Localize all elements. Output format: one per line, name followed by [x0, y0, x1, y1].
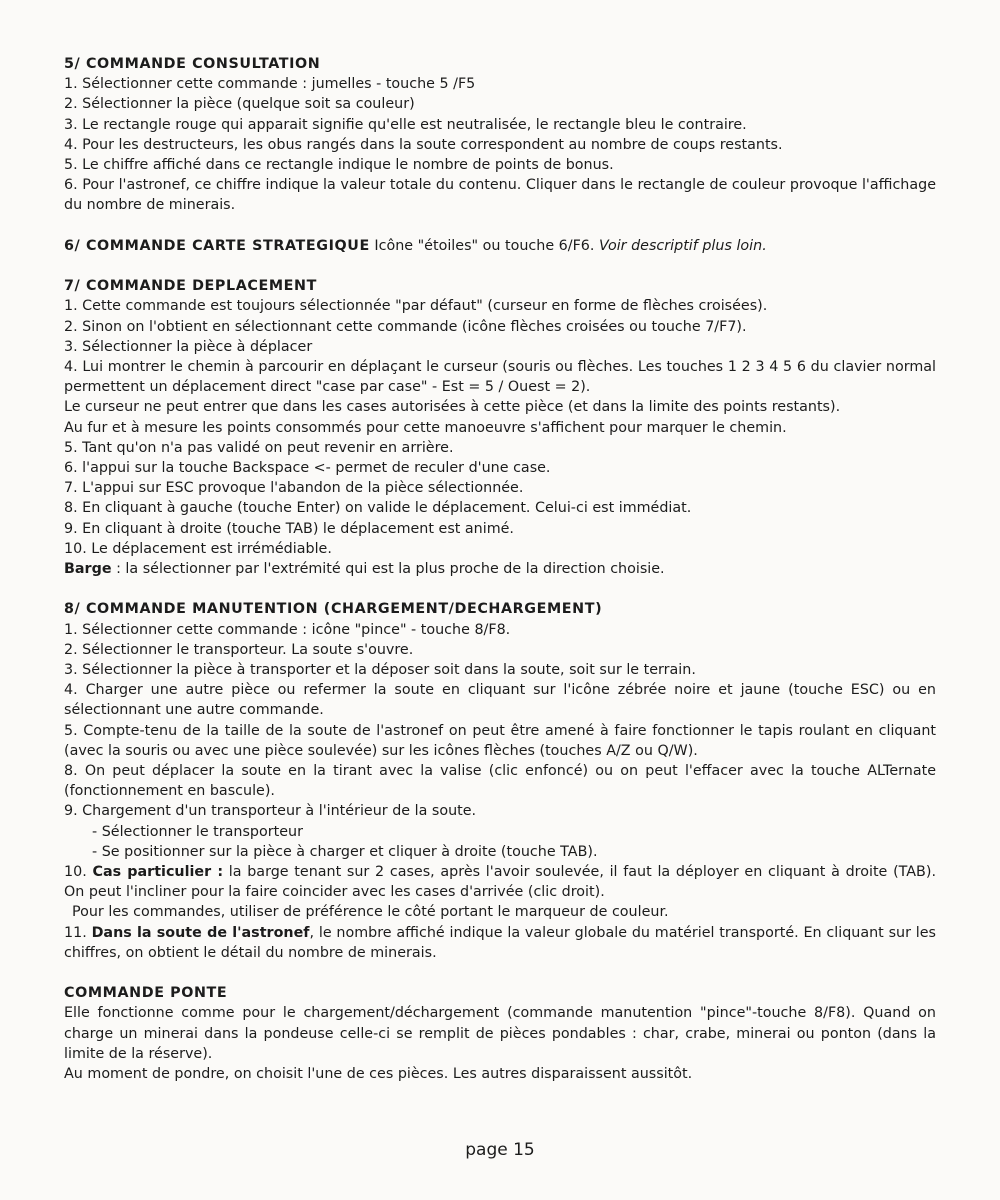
list-item: 7. L'appui sur ESC provoque l'abandon de la pièce sélectionnée. — [64, 480, 524, 497]
list-item: 6. Pour l'astronef, ce chiffre indique la valeur totale du contenu. Cliquer dans le rectangle de couleur provoque l'affichage du nombre de minerais. — [64, 177, 936, 214]
item-number: 11. — [64, 924, 87, 941]
list-item: 4. Pour les destructeurs, les obus rangés dans la soute correspondent au nombre de coups restants. — [64, 136, 783, 153]
list-item: 2. Sinon on l'obtient en sélectionnant cette commande (icône flèches croisées ou touche 7/F7). — [64, 318, 747, 335]
note-line: Pour les commandes, utiliser de préférence le côté portant le marqueur de couleur. — [72, 904, 669, 921]
list-item: 3. Sélectionner la pièce à transporter et la déposer soit dans la soute, soit sur le terrain. — [64, 662, 696, 679]
list-item: 1. Sélectionner cette commande : jumelles - touche 5 /F5 — [64, 76, 476, 93]
section-title: 6/ COMMANDE CARTE STRATEGIQUE — [64, 237, 370, 254]
cas-particulier-label: Cas particulier : — [92, 864, 224, 881]
list-item-soute — [64, 923, 936, 963]
manual-page — [64, 54, 936, 1084]
item-text: , le nombre affiché indique la valeur globale du matériel transporté. En cliquant sur les chiffres, on obtient le détail du nombre de minerais. — [64, 924, 937, 961]
section-title: 7/ COMMANDE DEPLACEMENT — [64, 278, 317, 295]
sub-list-item: - Sélectionner le transporteur — [92, 823, 303, 840]
see-below-note: Voir descriptif plus loin. — [599, 237, 767, 254]
list-item: 6. l'appui sur la touche Backspace <- permet de reculer d'une case. — [64, 460, 551, 477]
list-item: 3. Sélectionner la pièce à déplacer — [64, 338, 313, 355]
list-item-cas-particulier — [64, 862, 936, 902]
list-item: 9. En cliquant à droite (touche TAB) le déplacement est animé. — [64, 520, 514, 537]
list-item: 10. Le déplacement est irrémédiable. — [64, 540, 332, 557]
list-item: Au fur et à mesure les points consommés pour cette manoeuvre s'affichent pour marquer le chemin. — [64, 419, 787, 436]
paragraph: Elle fonctionne comme pour le chargement/déchargement (commande manutention "pince"-touche 8/F8). Quand on charge un minerai dans la pondeuse celle-ci se remplit de pièces pondables : char, crabe, minerai ou ponton (dans la limite de la réserve). — [64, 1005, 936, 1062]
item-text: la barge tenant sur 2 cases, après l'avoir soulevée, il faut la déployer en cliquant à droite (TAB). On peut l'incliner pour la faire coincider avec les cases d'arrivée (clic droit). — [64, 864, 936, 901]
section-title: COMMANDE PONTE — [64, 985, 228, 1002]
section-carte-strategique — [64, 236, 936, 256]
barge-label: Barge — [64, 561, 112, 578]
list-item: 2. Sélectionner le transporteur. La soute s'ouvre. — [64, 641, 414, 658]
page-number: page 15 — [465, 1140, 535, 1160]
soute-label: Dans la soute de l'astronef — [91, 924, 310, 941]
list-item: 8. On peut déplacer la soute en la tirant avec la valise (clic enfoncé) ou on peut l'effacer avec la touche ALTernate (fonctionnement en bascule). — [64, 763, 936, 800]
section-consultation — [64, 54, 936, 216]
barge-text: : la sélectionner par l'extrémité qui est la plus proche de la direction choisie. — [111, 561, 665, 578]
section-ponte — [64, 983, 936, 1084]
list-item: Le curseur ne peut entrer que dans les cases autorisées à cette pièce (et dans la limite des points restants). — [64, 399, 841, 416]
sub-list-item: - Se positionner sur la pièce à charger et cliquer à droite (touche TAB). — [92, 843, 598, 860]
barge-note — [64, 559, 936, 579]
list-item: 4. Lui montrer le chemin à parcourir en déplaçant le curseur (souris ou flèches. Les touches 1 2 3 4 5 6 du clavier normal permettent un déplacement direct "case par case" - Est = 5 / Ouest = 2). — [64, 359, 936, 396]
list-item: 5. Le chiffre affiché dans ce rectangle indique le nombre de points de bonus. — [64, 157, 614, 174]
list-item: 8. En cliquant à gauche (touche Enter) on valide le déplacement. Celui-ci est immédiat. — [64, 500, 692, 517]
section-title: 8/ COMMANDE MANUTENTION (CHARGEMENT/DECHARGEMENT) — [64, 601, 603, 618]
item-number: 10. — [64, 864, 87, 881]
section-text: Icône "étoiles" ou touche 6/F6. — [374, 237, 595, 254]
list-item: 9. Chargement d'un transporteur à l'intérieur de la soute. — [64, 803, 477, 820]
list-item: 2. Sélectionner la pièce (quelque soit sa couleur) — [64, 96, 415, 113]
section-title: 5/ COMMANDE CONSULTATION — [64, 56, 321, 72]
list-item: 1. Sélectionner cette commande : icône "pince" - touche 8/F8. — [64, 621, 511, 638]
list-item: 1. Cette commande est toujours sélectionnée "par défaut" (curseur en forme de flèches croisées). — [64, 298, 768, 315]
section-line — [64, 236, 936, 256]
section-deplacement — [64, 276, 936, 579]
list-item: 4. Charger une autre pièce ou refermer la soute en cliquant sur l'icône zébrée noire et jaune (touche ESC) ou en sélectionnant une autre commande. — [64, 682, 936, 719]
list-item: 5. Compte-tenu de la taille de la soute de l'astronef on peut être amené à faire fonctionner le tapis roulant en cliquant (avec la souris ou avec une pièce soulevée) sur les icônes flèches (touches A/Z ou Q/W). — [64, 722, 936, 759]
section-manutention — [64, 599, 936, 963]
list-item: 5. Tant qu'on n'a pas validé on peut revenir en arrière. — [64, 439, 454, 456]
list-item: 3. Le rectangle rouge qui apparait signifie qu'elle est neutralisée, le rectangle bleu le contraire. — [64, 116, 747, 133]
paragraph: Au moment de pondre, on choisit l'une de ces pièces. Les autres disparaissent aussitôt. — [64, 1066, 693, 1083]
